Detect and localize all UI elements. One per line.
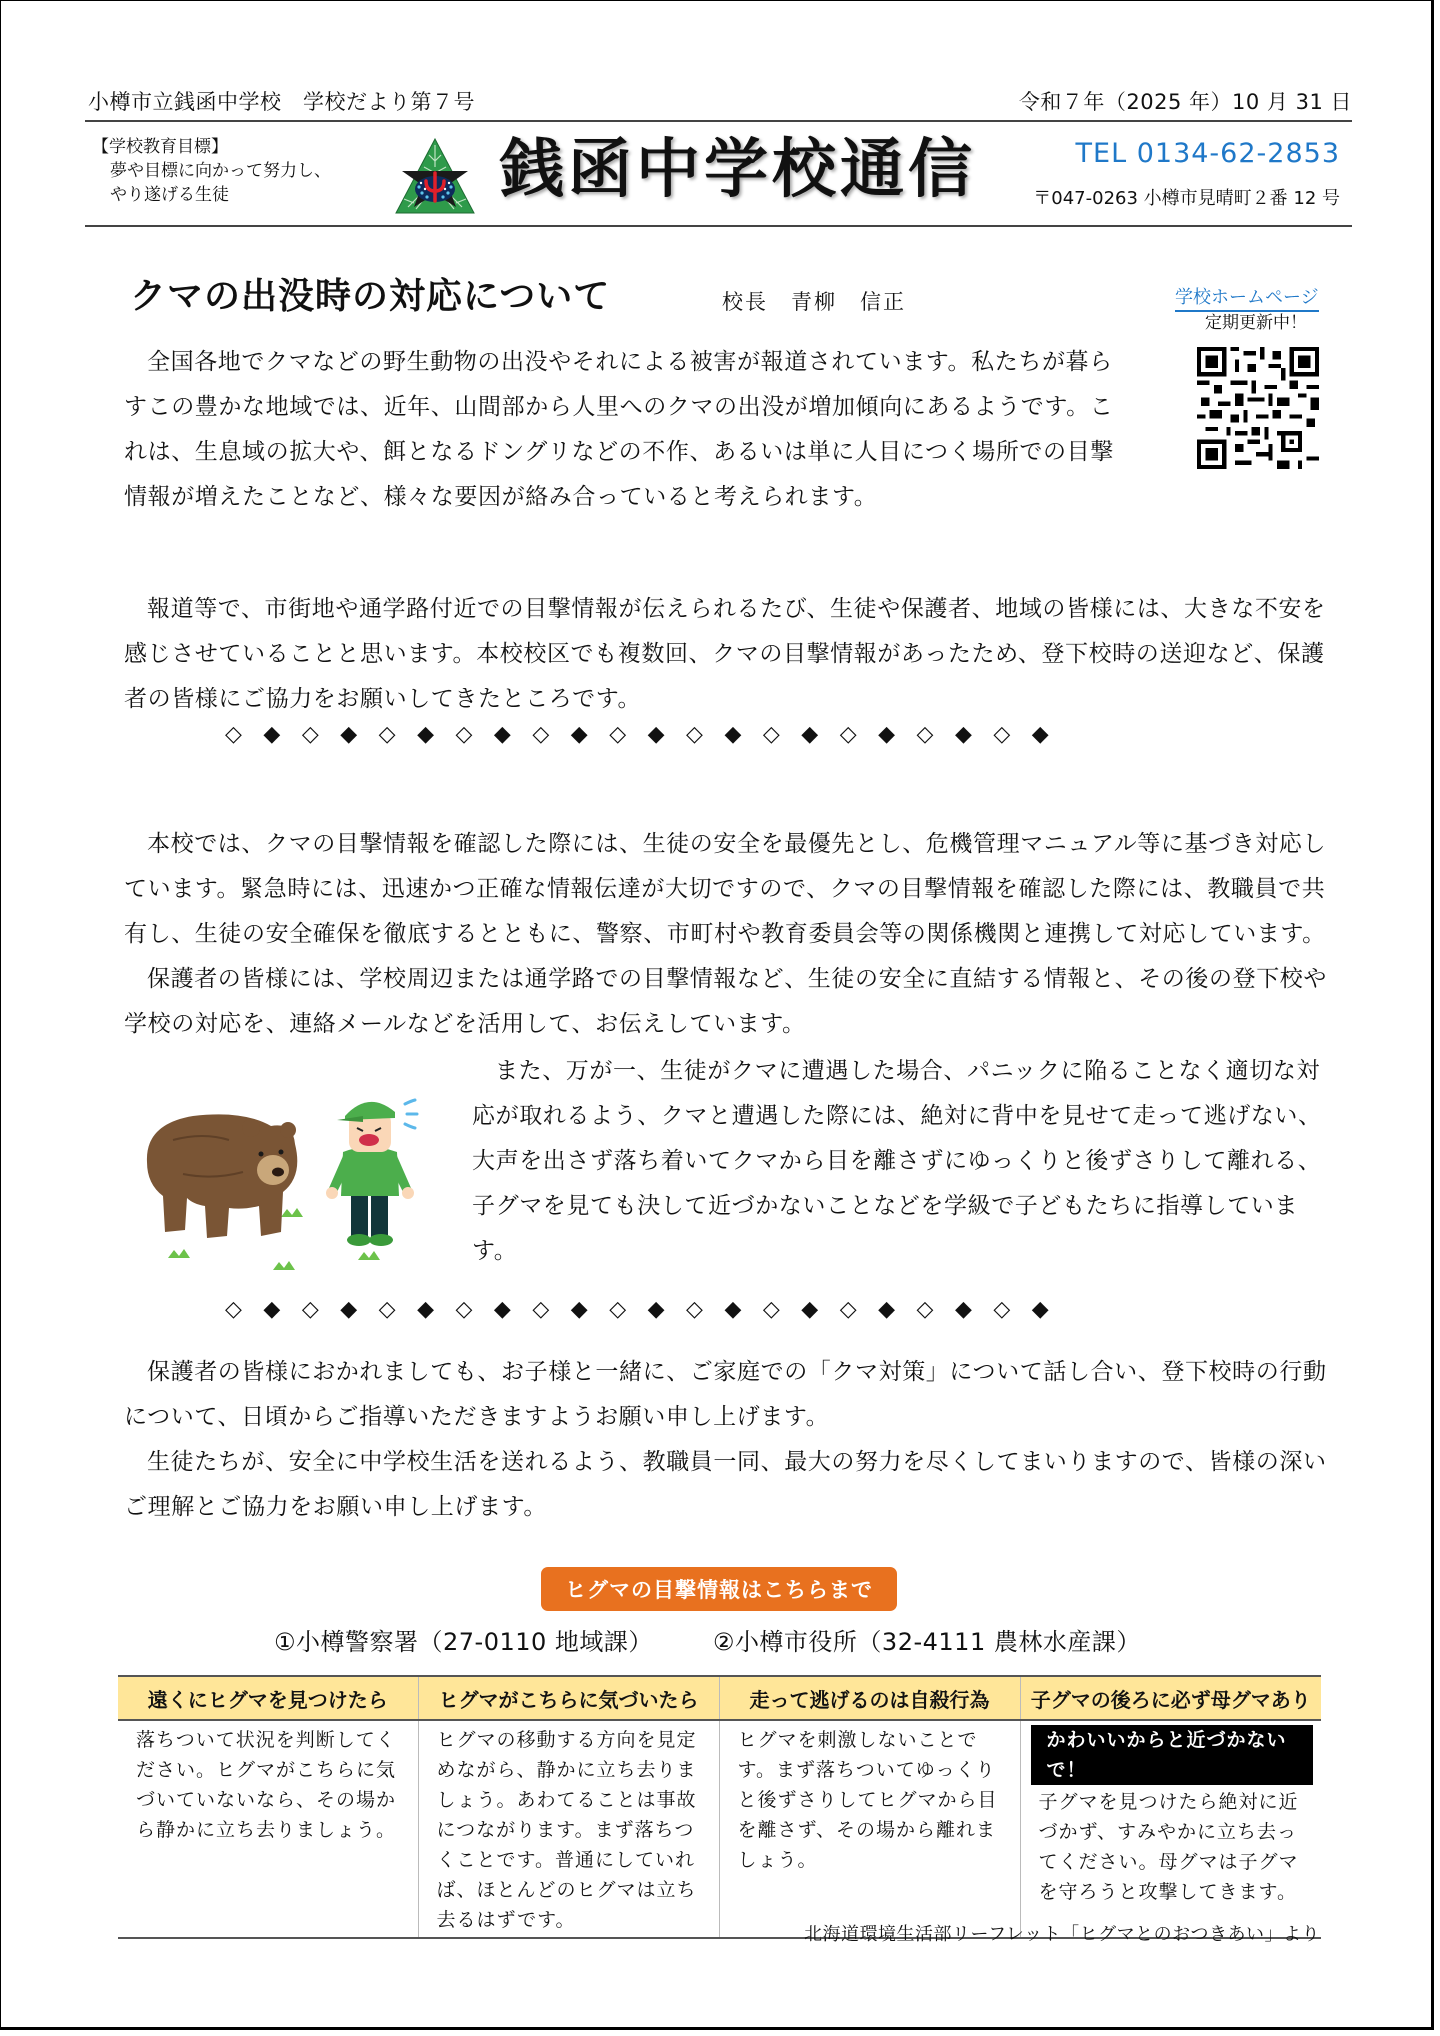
table-header: 走って逃げるのは自殺行為 xyxy=(719,1676,1020,1720)
diamond-divider-2: ◇◆◇◆◇◆◇◆◇◆◇◆◇◆◇◆◇◆◇◆◇◆ xyxy=(225,1297,1071,1322)
table-row xyxy=(118,1720,1321,1938)
source-credit: 北海道環境生活部リーフレット「ヒグマとのおつきあい」より xyxy=(803,1924,1320,1945)
table-cell: 落ちついて状況を判断してください。ヒグマがこちらに気づいていないなら、その場から静かに立ち去りましょう。 xyxy=(118,1720,418,1938)
table-header-row xyxy=(118,1676,1321,1720)
bear-encounter-illustration xyxy=(133,1080,423,1275)
homepage-note: 定期更新中！ xyxy=(1205,313,1307,333)
school-address: 〒047-0263 小樽市見晴町２番 12 号 xyxy=(1033,188,1340,209)
newsletter-masthead: 銭函中学校通信 xyxy=(500,133,976,207)
table-cell-text: 子グマを見つけたら絶対に近づかず、すみやかに立ち去ってください。母グマは子グマを守ろうと攻撃してきます。 xyxy=(1038,1791,1299,1903)
paragraph-intro: 全国各地でクマなどの野生動物の出没やそれによる被害が報道されています。私たちが暮らすこの豊かな地域では、近年、山間部から人里へのクマの出没が増加傾向にあるようです。これは、生息域の拡大や、餌となるドングリなどの不作、あるいは単に人目につく場所での目撃情報が増えたことなど、様々な要因が絡み合っていると考えられます。 xyxy=(124,349,1114,510)
qr-code-icon[interactable] xyxy=(1197,347,1319,469)
school-homepage-link[interactable]: 学校ホームページ xyxy=(1175,283,1319,312)
bear-safety-tips-table xyxy=(118,1675,1321,1939)
school-goal-label: 【学校教育目標】 xyxy=(92,137,228,157)
table-header: 子グマの後ろに必ず母グマあり xyxy=(1020,1676,1321,1720)
paragraph-school-response: 本校では、クマの目撃情報を確認した際には、生徒の安全を最優先とし、危機管理マニュアル等に基づき対応しています。緊急時には、迅速かつ正確な情報伝達が大切ですので、クマの目撃情報を確認した際には、教職員で共有し、生徒の安全確保を徹底するとともに、警察、市町村や教育委員会等の関係機関と連携して対応しています。 保護者の皆様には、学校周辺または通学路での目撃情報など、生徒の安全に直結する情報と、その後の登下校や学校の対応を、連絡メールなどを活用して、お伝えしています。 xyxy=(124,831,1327,1037)
issue-date: 令和７年（2025 年）10 月 31 日 xyxy=(1018,90,1352,114)
school-goal-line-1: 夢や目標に向かって努力し、 xyxy=(110,161,331,181)
contact-police: ①小樽警察署（27-0110 地域課） xyxy=(274,1628,653,1656)
sighting-contacts xyxy=(274,1622,1141,1657)
table-cell xyxy=(1020,1720,1321,1938)
table-cell: ヒグマを刺激しないことです。まず落ちついてゆっくりと後ずさりしてヒグマから目を離さず、その場から離れましょう。 xyxy=(719,1720,1020,1938)
publication-label: 小樽市立銭函中学校 学校だより第７号 xyxy=(88,90,475,114)
article-author: 校長 青柳 信正 xyxy=(722,290,906,314)
school-phone: TEL 0134-62-2853 xyxy=(1075,138,1340,169)
contact-city-office: ②小樽市役所（32-4111 農林水産課） xyxy=(712,1628,1141,1656)
table-cell: ヒグマの移動する方向を見定めながら、静かに立ち去りましょう。あわてることは事故につながります。まず落ちつくことです。普通にしていれば、ほとんどのヒグマは立ち去るはずです。 xyxy=(418,1720,719,1938)
table-header: ヒグマがこちらに気づいたら xyxy=(418,1676,719,1720)
table-header: 遠くにヒグマを見つけたら xyxy=(118,1676,418,1720)
diamond-divider-1: ◇◆◇◆◇◆◇◆◇◆◇◆◇◆◇◆◇◆◇◆◇◆ xyxy=(225,722,1071,747)
paragraph-closing: 保護者の皆様におかれましても、お子様と一緒に、ご家庭での「クマ対策」について話し合い、登下校時の行動について、日頃からご指導いただきますようお願い申し上げます。 生徒たちが、安全に中学校生活を送れるよう、教職員一同、最大の努力を尽くしてまいりますので、皆様の深いご理解とご協力をお願い申し上げます。 xyxy=(124,1359,1327,1520)
warning-tag: かわいいからと近づかないで！ xyxy=(1031,1725,1314,1785)
sighting-info-badge: ヒグマの目撃情報はこちらまで xyxy=(541,1567,897,1611)
header-divider-top xyxy=(85,120,1352,122)
school-crest-icon xyxy=(394,137,476,215)
article-title: クマの出没時の対応について xyxy=(130,276,611,317)
school-goal-line-2: やり遂げる生徒 xyxy=(110,185,229,205)
header-divider-bottom xyxy=(85,225,1352,227)
paragraph-reports: 報道等で、市街地や通学路付近での目撃情報が伝えられるたび、生徒や保護者、地域の皆様には、大きな不安を感じさせていることと思います。本校校区でも複数回、クマの目撃情報があったため、登下校時の送迎など、保護者の皆様にご協力をお願いしてきたところです。 xyxy=(124,596,1326,712)
paragraph-encounter-guidance: また、万が一、生徒がクマに遭遇した場合、パニックに陥ることなく適切な対応が取れるよう、クマと遭遇した際には、絶対に背中を見せて走って逃げない、大声を出さず落ち着いてクマから目を離さずにゆっくりと後ずさりして離れる、子グマを見ても決して近づかないことなどを学級で子どもたちに指導しています。 xyxy=(472,1058,1322,1264)
